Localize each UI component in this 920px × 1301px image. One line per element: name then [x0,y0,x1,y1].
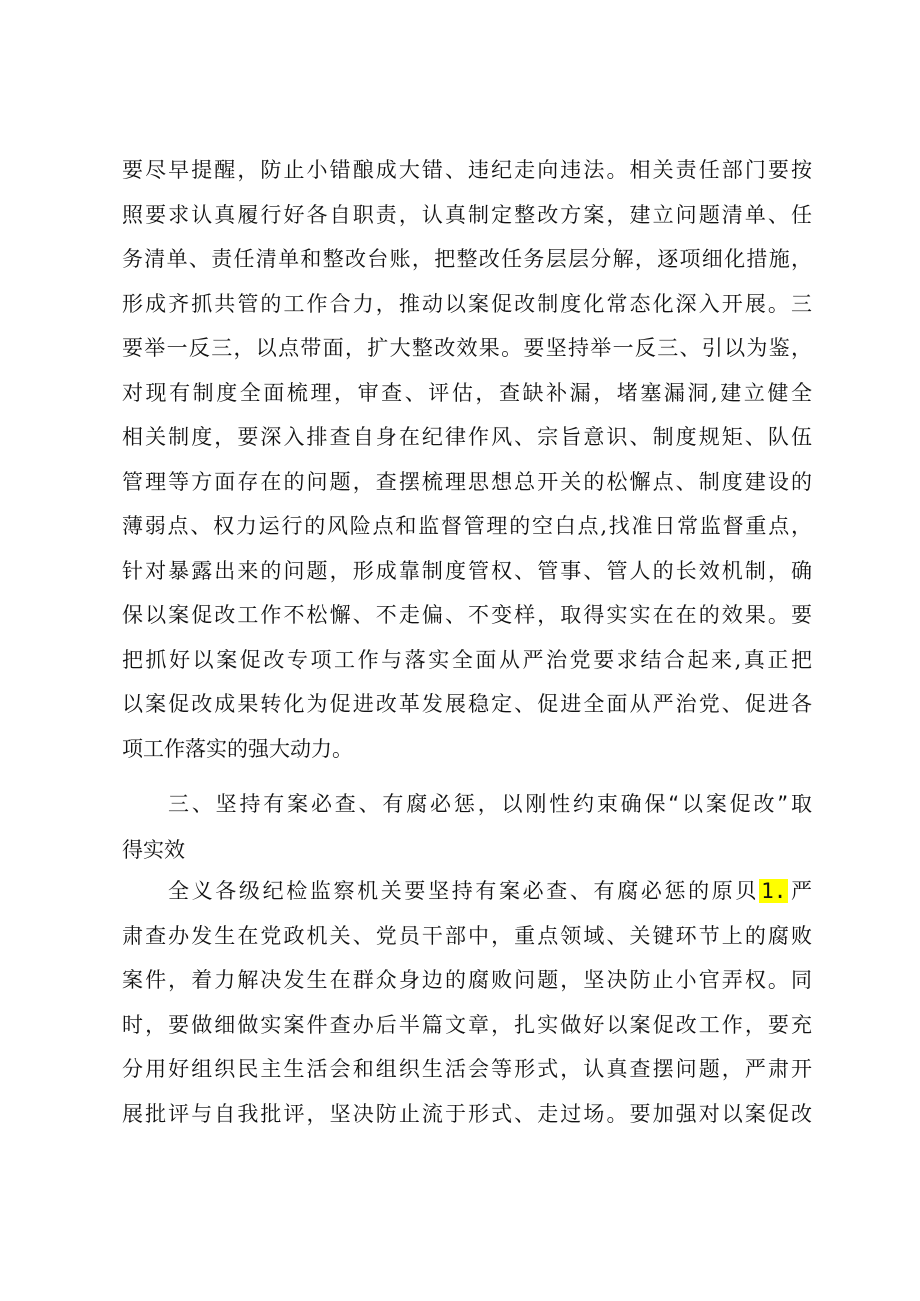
paragraph-line: 保以案促改工作不松懈、不走偏、不变样，取得实实在在的效果。要 [122,603,812,627]
paragraph-line: 以案促改成果转化为促进改革发展稳定、促进全面从严治党、促进各 [122,692,812,716]
paragraph-line: 案件，着力解决发生在群众身边的腐败问题，坚决防止小官弄权。同 [122,968,812,992]
paragraph-line: 分用好组织民主生活会和组织生活会等形式，认真查摆问题，严肃开 [122,1057,812,1081]
paragraph-text: 全义各级纪检监察机关要坚持有案必查、有腐必惩的原贝 [168,879,760,903]
paragraph-first-line [122,869,812,914]
paragraph-line: 管理等方面存在的问题，查摆梳理思想总开关的松懈点、制度建设的 [122,469,812,494]
section-heading-line: 得实效 [122,838,185,862]
paragraph-line: 肃查办发生在党政机关、党员干部中，重点领域、关键环节上的腐败 [122,923,812,948]
paragraph-line: 要举一反三，以点带面，扩大整改效果。要坚持举一反三、引以为鉴， [122,336,812,360]
paragraph-line: 要尽早提醒，防止小错酿成大错、违纪走向违法。相关责任部门要按 [122,158,812,182]
paragraph-line: 对现有制度全面梳理，审查、评估，查缺补漏，堵塞漏洞,建立健全 [122,380,812,405]
paragraph-text: 严 [788,879,812,903]
paragraph-line: 务清单、责任清单和整改台账，把整改任务层层分解，逐项细化措施， [122,247,812,271]
highlighted-text: 1. [761,879,787,903]
paragraph-line: 把抓好以案促改专项工作与落实全面从严治党要求结合起来,真正把 [122,647,812,672]
paragraph-2 [122,869,812,1136]
paragraph-line: 展批评与自我批评，坚决防止流于形式、走过场。要加强对以案促改 [122,1101,812,1126]
paragraph-line: 项工作落实的强大动力。 [122,736,353,761]
section-heading [122,781,812,873]
section-heading-line: 三、坚持有案必查、有腐必惩，以刚性约束确保“以案促改”取 [168,792,812,816]
paragraph-1 [122,148,812,771]
paragraph-line: 相关制度，要深入排查自身在纪律作风、宗旨意识、制度规矩、队伍 [122,425,812,449]
paragraph-line: 照要求认真履行好各自职责，认真制定整改方案，建立问题清单、任 [122,202,812,227]
paragraph-line: 针对暴露出来的问题，形成靠制度管权、管事、管人的长效机制，确 [122,558,812,583]
paragraph-line: 薄弱点、权力运行的风险点和监督管理的空白点,找准日常监督重点， [122,514,812,538]
paragraph-line: 时，要做细做实案件查办后半篇文章，扎实做好以案促改工作，要充 [122,1012,812,1037]
paragraph-line: 形成齐抓共管的工作合力，推动以案促改制度化常态化深入开展。三 [122,291,812,316]
